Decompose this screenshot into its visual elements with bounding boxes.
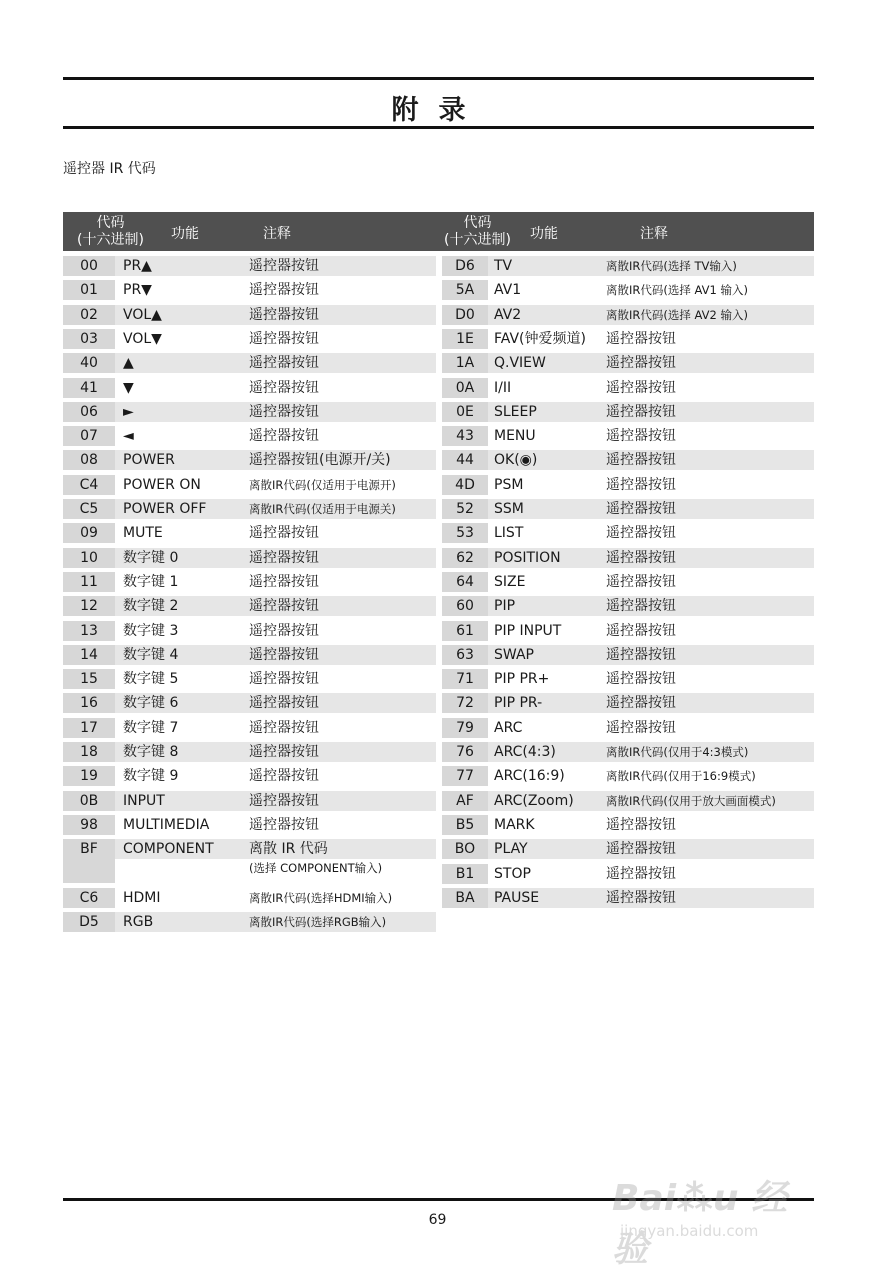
function-cell: Q.VIEW (494, 355, 546, 372)
function-cell: RGB (123, 913, 154, 930)
note-cell: 遥控器按钮 (606, 695, 676, 712)
code-cell: 76 (442, 742, 488, 762)
table-row (442, 693, 814, 713)
function-cell: SLEEP (494, 403, 537, 420)
table-row (63, 645, 436, 665)
note-cell: 离散IR代码(选择RGB输入) (249, 914, 387, 929)
code-cell: 12 (63, 596, 115, 616)
code-cell: 40 (63, 353, 115, 373)
code-cell: BO (442, 839, 488, 859)
code-cell: 53 (442, 523, 488, 543)
function-cell: PAUSE (494, 889, 540, 906)
table-row (442, 864, 814, 884)
code-cell: 10 (63, 548, 115, 568)
function-cell: MARK (494, 816, 535, 833)
table-row (442, 718, 814, 738)
function-cell: 数字键 0 (123, 549, 179, 566)
code-cell: D5 (63, 912, 115, 932)
code-cell: 77 (442, 766, 488, 786)
note-cell: 遥控器按钮 (249, 598, 319, 615)
note-cell: 遥控器按钮 (249, 816, 319, 833)
note-cell: 遥控器按钮 (249, 768, 319, 785)
table-row (442, 766, 814, 786)
function-cell: STOP (494, 865, 531, 882)
note-cell: 遥控器按钮 (249, 792, 319, 809)
note-cell: 离散IR代码(仅用于16:9模式) (606, 769, 756, 784)
code-cell: C4 (63, 475, 115, 495)
function-cell: FAV(钟爱频道) (494, 330, 586, 347)
watermark-url: jingyan.baidu.com (620, 1222, 759, 1240)
note-cell: 遥控器按钮 (249, 549, 319, 566)
note-cell: 离散IR代码(仅适用于电源开) (249, 477, 396, 492)
code-cell: B5 (442, 815, 488, 835)
function-cell: COMPONENT (123, 841, 214, 858)
code-cell: 64 (442, 572, 488, 592)
function-cell: 数字键 2 (123, 598, 179, 615)
note-cell: 遥控器按钮 (606, 501, 676, 517)
table-row (442, 839, 814, 859)
code-cell: 71 (442, 669, 488, 689)
table-row (442, 280, 814, 300)
table-row (442, 499, 814, 519)
function-cell: 数字键 3 (123, 622, 179, 639)
function-cell: 数字键 1 (123, 573, 179, 590)
code-cell: 02 (63, 305, 115, 325)
code-cell: 18 (63, 742, 115, 762)
table-row (442, 450, 814, 470)
code-cell: 0A (442, 378, 488, 398)
code-cell: 16 (63, 693, 115, 713)
function-cell: PSM (494, 476, 524, 493)
code-cell: 4D (442, 475, 488, 495)
table-row (63, 305, 436, 325)
code-cell: 08 (63, 450, 115, 470)
code-cell: 52 (442, 499, 488, 519)
table-row (63, 280, 436, 300)
function-cell: ARC(4:3) (494, 744, 556, 760)
code-cell: 41 (63, 378, 115, 398)
code-cell: 5A (442, 280, 488, 300)
table-row (63, 766, 436, 786)
note-cell: 遥控器按钮 (606, 573, 676, 590)
note-cell: 遥控器按钮 (249, 306, 319, 323)
table-row (442, 426, 814, 446)
note-cell: 遥控器按钮 (606, 671, 676, 688)
note-cell: 遥控器按钮 (606, 841, 676, 858)
code-cell: 03 (63, 329, 115, 349)
note-cell: 遥控器按钮 (249, 403, 319, 420)
code-cell: 60 (442, 596, 488, 616)
table-row (63, 718, 436, 738)
code-cell: 14 (63, 645, 115, 665)
function-cell: SIZE (494, 573, 526, 590)
page-number: 69 (428, 1212, 447, 1228)
table-row (63, 693, 436, 713)
top-rule (63, 77, 814, 80)
table-row (63, 839, 436, 883)
code-cell: 15 (63, 669, 115, 689)
function-cell: ARC (494, 719, 523, 736)
function-cell: POWER ON (123, 476, 201, 493)
note-cell: 遥控器按钮 (249, 719, 319, 736)
code-cell: 17 (63, 718, 115, 738)
function-cell: SWAP (494, 646, 534, 663)
note-cell: 遥控器按钮 (249, 671, 319, 688)
function-cell: 数字键 9 (123, 768, 179, 785)
function-cell: MULTIMEDIA (123, 816, 210, 833)
note-cell: 遥控器按钮 (249, 330, 319, 347)
note-cell: 遥控器按钮 (606, 646, 676, 663)
function-cell: ARC(16:9) (494, 768, 565, 785)
code-cell: C5 (63, 499, 115, 519)
code-cell: 09 (63, 523, 115, 543)
function-cell: AV1 (494, 282, 522, 299)
note-cell: 遥控器按钮 (606, 476, 676, 493)
table-row (442, 475, 814, 495)
table-row (63, 548, 436, 568)
note-cell: 遥控器按钮 (606, 889, 676, 906)
table-row (442, 742, 814, 762)
function-cell: VOL▼ (123, 330, 162, 347)
table-row (63, 815, 436, 835)
function-cell: VOL▲ (123, 306, 162, 323)
code-cell: 1A (442, 353, 488, 373)
code-cell: C6 (63, 888, 115, 908)
function-cell: PIP (494, 598, 516, 615)
note-cell: 遥控器按钮 (249, 695, 319, 712)
code-cell: 44 (442, 450, 488, 470)
function-cell: PIP PR- (494, 695, 543, 712)
code-cell: 1E (442, 329, 488, 349)
note-cell: 遥控器按钮 (606, 330, 676, 347)
table-header-right (436, 212, 814, 251)
note-cell-continued: (选择 COMPONENT输入) (249, 861, 383, 876)
table-row (442, 329, 814, 349)
table-row (63, 378, 436, 398)
code-cell: B1 (442, 864, 488, 884)
table-row (63, 888, 436, 908)
page-title: 附录 (391, 95, 486, 126)
code-cell: 06 (63, 402, 115, 422)
function-cell: OK(◉) (494, 452, 538, 469)
table-row (442, 645, 814, 665)
table-row (63, 426, 436, 446)
note-cell: 遥控器按钮 (249, 282, 319, 299)
table-row (63, 596, 436, 616)
note-cell: 遥控器按钮 (606, 525, 676, 542)
function-cell: SSM (494, 501, 524, 517)
note-cell: 遥控器按钮 (606, 379, 676, 396)
header-code-line2: (十六进制) (77, 232, 144, 248)
function-cell: ARC(Zoom) (494, 792, 574, 809)
table-row (63, 742, 436, 762)
note-cell: 遥控器按钮 (606, 452, 676, 469)
code-cell: 61 (442, 621, 488, 641)
note-cell: 遥控器按钮 (249, 573, 319, 590)
note-cell: 离散IR代码(选择 AV1 输入) (606, 283, 748, 298)
code-cell: 07 (63, 426, 115, 446)
function-cell: PLAY (494, 841, 528, 858)
function-cell: INPUT (123, 792, 165, 809)
function-cell: PR▲ (123, 258, 152, 274)
table-row (63, 402, 436, 422)
note-cell: 离散IR代码(仅用于4:3模式) (606, 745, 749, 759)
header-code-line2: (十六进制) (444, 232, 511, 248)
function-cell: ▲ (123, 355, 134, 372)
note-cell: 离散IR代码(选择 AV2 输入) (606, 307, 748, 322)
note-cell: 遥控器按钮 (249, 355, 319, 372)
function-cell: 数字键 5 (123, 671, 179, 688)
function-cell: ▼ (123, 379, 134, 396)
table-row (442, 572, 814, 592)
table-row (63, 256, 436, 276)
header-code (430, 215, 525, 249)
table-row (442, 378, 814, 398)
code-cell: 0B (63, 791, 115, 811)
table-row (442, 523, 814, 543)
table-row (63, 353, 436, 373)
code-cell: 13 (63, 621, 115, 641)
note-cell: 离散IR代码(选择 TV输入) (606, 259, 737, 273)
function-cell: MENU (494, 428, 536, 445)
function-cell: PIP INPUT (494, 622, 562, 639)
note-cell: 遥控器按钮 (606, 355, 676, 372)
code-cell: 01 (63, 280, 115, 300)
note-cell: 遥控器按钮 (606, 403, 676, 420)
table-row (63, 791, 436, 811)
function-cell: PIP PR+ (494, 671, 550, 688)
function-cell: POWER (123, 452, 175, 469)
header-note: 注释 (263, 226, 291, 242)
function-cell: I/II (494, 379, 512, 396)
note-cell: 遥控器按钮 (606, 598, 676, 615)
note-cell: 遥控器按钮 (249, 525, 319, 542)
function-cell: PR▼ (123, 282, 152, 299)
code-cell: BA (442, 888, 488, 908)
code-cell: 62 (442, 548, 488, 568)
watermark-logo (612, 1150, 822, 1270)
code-cell: 79 (442, 718, 488, 738)
note-cell: 遥控器按钮 (606, 549, 676, 566)
table-row (63, 450, 436, 470)
header-code-line1: 代码 (463, 215, 492, 231)
note-cell: 遥控器按钮 (606, 622, 676, 639)
code-cell: 98 (63, 815, 115, 835)
code-cell: AF (442, 791, 488, 811)
header-code-line1: 代码 (96, 215, 125, 231)
code-cell: 00 (63, 256, 115, 276)
header-function: 功能 (171, 226, 199, 242)
table-row (63, 912, 436, 932)
note-cell: 遥控器按钮 (606, 428, 676, 445)
code-cell: 63 (442, 645, 488, 665)
note-cell: 遥控器按钮 (606, 816, 676, 833)
function-cell: TV (494, 258, 513, 274)
function-cell: ► (123, 403, 134, 420)
section-label: 遥控器 IR 代码 (63, 161, 156, 177)
title-underline (63, 126, 814, 129)
code-cell: BF (63, 839, 115, 883)
table-row (442, 256, 814, 276)
table-row (63, 523, 436, 543)
table-header-left (63, 212, 436, 251)
function-cell: MUTE (123, 525, 163, 542)
note-cell: 遥控器按钮(电源开/关) (249, 452, 391, 469)
note-cell: 遥控器按钮 (249, 622, 319, 639)
function-cell: 数字键 7 (123, 719, 179, 736)
note-cell: 离散IR代码(选择HDMI输入) (249, 890, 393, 905)
table-row (442, 548, 814, 568)
note-cell: 离散IR代码(仅用于放大画面模式) (606, 793, 776, 808)
table-row (442, 596, 814, 616)
header-code (63, 215, 158, 249)
table-row (442, 402, 814, 422)
function-cell: 数字键 6 (123, 695, 179, 712)
note-cell: 遥控器按钮 (606, 865, 676, 882)
header-note: 注释 (640, 226, 668, 242)
code-cell: D0 (442, 305, 488, 325)
function-cell: POWER OFF (123, 501, 207, 517)
note-cell: 离散IR代码(仅适用于电源关) (249, 502, 396, 516)
note-cell: 遥控器按钮 (249, 379, 319, 396)
table-row (442, 791, 814, 811)
table-row (63, 572, 436, 592)
note-cell: 遥控器按钮 (249, 646, 319, 663)
code-cell: D6 (442, 256, 488, 276)
function-cell: 数字键 8 (123, 744, 179, 760)
table-row (442, 888, 814, 908)
note-cell: 遥控器按钮 (249, 258, 319, 274)
function-cell: POSITION (494, 549, 561, 566)
code-cell: 43 (442, 426, 488, 446)
function-cell: ◄ (123, 428, 134, 445)
table-row (63, 669, 436, 689)
function-cell: HDMI (123, 889, 161, 906)
table-row (442, 669, 814, 689)
table-row (63, 475, 436, 495)
table-row (442, 815, 814, 835)
table-row (63, 621, 436, 641)
function-cell: AV2 (494, 306, 522, 323)
note-cell: 遥控器按钮 (606, 719, 676, 736)
code-cell: 11 (63, 572, 115, 592)
table-row (442, 305, 814, 325)
function-cell: LIST (494, 525, 524, 542)
table-row (63, 329, 436, 349)
table-row (442, 621, 814, 641)
header-function: 功能 (530, 226, 558, 242)
code-cell: 72 (442, 693, 488, 713)
note-cell: 遥控器按钮 (249, 428, 319, 445)
note-cell: 离散 IR 代码 (249, 841, 328, 858)
code-cell: 19 (63, 766, 115, 786)
watermark-brand: Bai⁂u 经验 (612, 1178, 788, 1270)
code-cell: 0E (442, 402, 488, 422)
note-cell: 遥控器按钮 (249, 744, 319, 760)
table-row (442, 353, 814, 373)
table-row (63, 499, 436, 519)
function-cell: 数字键 4 (123, 646, 179, 663)
